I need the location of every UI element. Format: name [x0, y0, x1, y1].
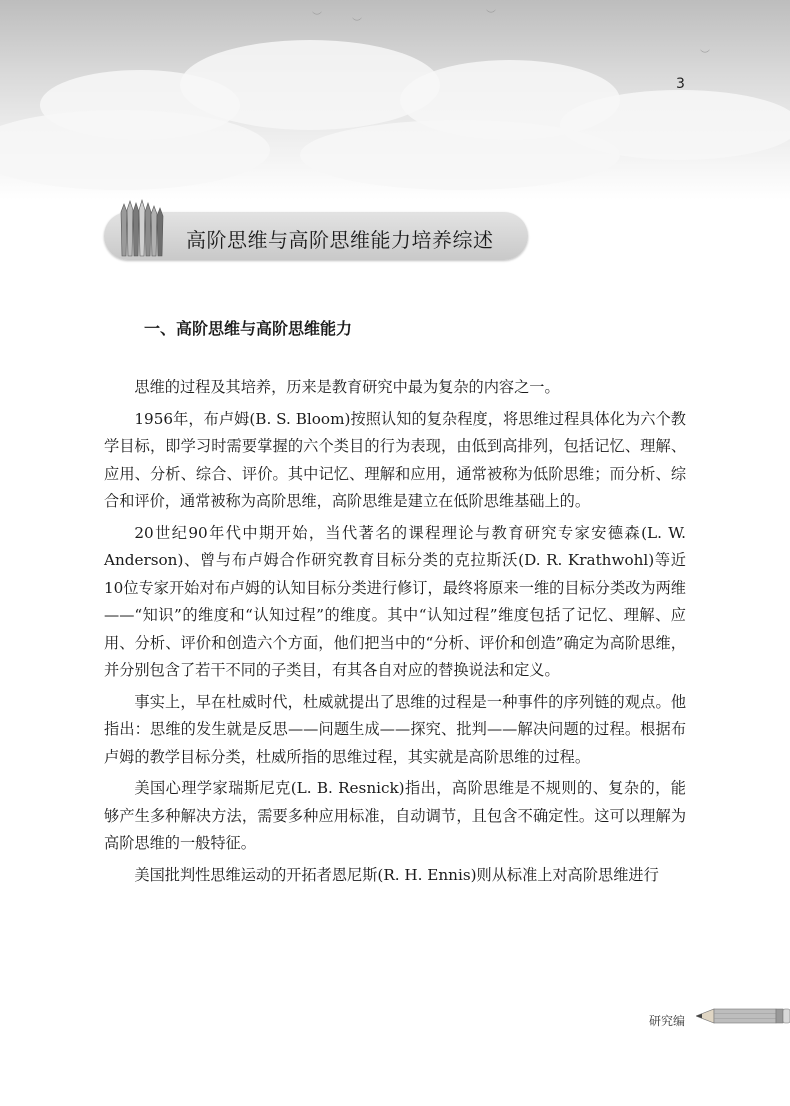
bird-icon: ︶	[312, 12, 322, 23]
pencil-icon	[696, 1006, 790, 1026]
page-number: 3	[676, 76, 685, 92]
cloud	[300, 120, 620, 190]
cloud	[180, 40, 440, 130]
paragraph: 美国批判性思维运动的开拓者恩尼斯(R. H. Ennis)则从标准上对高阶思维进行	[134, 865, 659, 884]
footer-section-label: 研究编	[649, 1014, 686, 1028]
colored-pencils-icon	[116, 198, 176, 258]
bird-icon: ︶	[700, 50, 710, 61]
paragraph: 事实上，早在杜威时代，杜威就提出了思维的过程是一种事件的序列链的观点。他指出：思维的发生就是反思——问题生成——探究、批判——解决问题的过程。根据布卢姆的教学目标分类，杜威所指的思维过程，其实就是高阶思维的过程。	[104, 692, 686, 766]
bird-icon: ︶	[352, 18, 362, 29]
paragraph: 20世纪90年代中期开始，当代著名的课程理论与教育研究专家安德森(L. W. Anderson)、曾与布卢姆合作研究教育目标分类的克拉斯沃(D. R. Krathwohl)等近10位专家开始对布卢姆的认知目标分类进行修订，最终将原来一维的目标分类改为两维——“知识”的维度和“认知过程”的维度。其中“认知过程”维度包括了记忆、理解、应用、分析、评价和创造六个方面，他们把当中的“分析、评价和创造”确定为高阶思维，并分别包含了若干不同的子类目，有其各自对应的替换说法和定义。	[104, 523, 686, 679]
paragraph: 美国心理学家瑞斯尼克(L. B. Resnick)指出，高阶思维是不规则的、复杂的，能够产生多种解决方法，需要多种应用标准，自动调节，且包含不确定性。这可以理解为高阶思维的一般特征。	[104, 779, 686, 852]
paragraph: 1956年，布卢姆(B. S. Bloom)按照认知的复杂程度，将思维过程具体化为六个教学目标，即学习时需要掌握的六个类目的行为表现，由低到高排列，包括记忆、理解、应用、分析、综合、评价。其中记忆、理解和应用，通常被称为低阶思维；而分析、综合和评价，通常被称为高阶思维，高阶思维是建立在低阶思维基础上的。	[104, 409, 686, 510]
section-heading: 一、高阶思维与高阶思维能力	[144, 319, 353, 338]
chapter-title: 高阶思维与高阶思维能力培养综述	[186, 228, 494, 252]
header-sky-background	[0, 0, 790, 200]
cloud	[0, 110, 270, 190]
body-text	[104, 374, 686, 893]
paragraph: 思维的过程及其培养，历来是教育研究中最为复杂的内容之一。	[134, 378, 560, 396]
bird-icon: ︶	[486, 10, 496, 21]
